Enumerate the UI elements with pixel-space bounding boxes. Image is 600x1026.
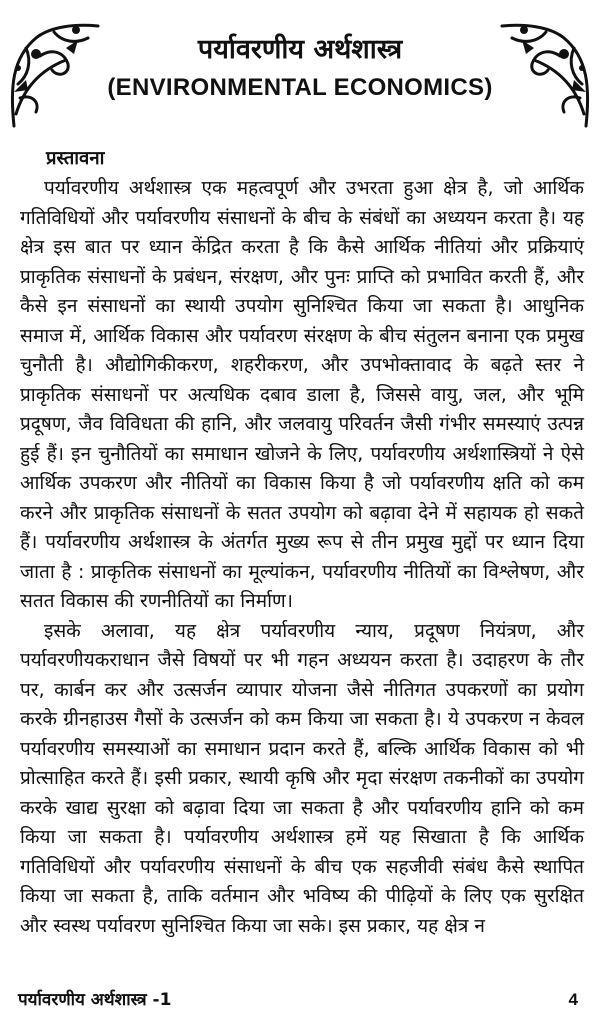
chapter-title: पर्यावरणीय अर्थशास्त्र xyxy=(197,34,403,65)
section-heading: प्रस्तावना xyxy=(46,148,105,169)
paragraph-2: इसके अलावा, यह क्षेत्र पर्यावरणीय न्याय, प्रदूषण नियंत्रण, और पर्यावरणीयकराधान जैसे विषयों पर भी गहन अध्ययन करता है। उदाहरण के तौर पर, कार्बन कर और उत्सर्जन व्यापार योजना जैसे नीतिगत उपकरणों का प्रयोग करके ग्रीनहाउस गैसों के उत्सर्जन को कम किया जा सकता है। ये उपकरण न केवल पर्यावरणीय समस्याओं का समाधान प्रदान करते हैं, बल्कि आर्थिक विकास को भी प्रोत्साहित करते हैं। इसी प्रकार, स्थायी कृषि और मृदा संरक्षण तकनीकों का उपयोग करके खाद्य सुरक्षा को बढ़ावा दिया जा सकता है और पर्यावरणीय हानि को कम किया जा सकता है। पर्यावरणीय अर्थशास्त्र हमें यह सिखाता है कि आर्थिक गतिविधियों और पर्यावरणीय संसाधनों के बीच एक सहजीवी संबंध कैसे स्थापित किया जा सकता है, ताकि वर्तमान और भविष्य की पीढ़ियों के लिए एक सुरक्षित और स्वस्थ पर्यावरण सुनिश्चित किया जा सके। इस प्रकार, यह क्षेत्र न xyxy=(20,619,584,937)
paragraph-1: पर्यावरणीय अर्थशास्त्र एक महत्वपूर्ण और उभरता हुआ क्षेत्र है, जो आर्थिक गतिविधियों और पर्यावरणीय संसाधनों के बीच के संबंधों का अध्ययन करता है। यह क्षेत्र इस बात पर ध्यान केंद्रित करता है कि कैसे आर्थिक नीतियां और प्रक्रियाएं प्राकृतिक संसाधनों के प्रबंधन, संरक्षण, और पुनः प्राप्ति को प्रभावित करती हैं, और कैसे इन संसाधनों का स्थायी उपयोग सुनिश्चित किया जा सकता है। आधुनिक समाज में, आर्थिक विकास और पर्यावरण संरक्षण के बीच संतुलन बनाना एक प्रमुख चुनौती है। औद्योगिकीकरण, शहरीकरण, और उपभोक्तावाद के बढ़ते स्तर ने प्राकृतिक संसाधनों पर अत्यधिक दबाव डाला है, जिससे वायु, जल, और भूमि प्रदूषण, जैव विविधता की हानि, और जलवायु परिवर्तन जैसी गंभीर समस्याएं उत्पन्न हुई हैं। इन चुनौतियों का समाधान खोजने के लिए, पर्यावरणीय अर्थशास्त्रियों ने ऐसे आर्थिक उपकरण और नीतियों का विकास किया है जो पर्यावरणीय क्षति को कम करने और प्राकृतिक संसाधनों के सतत उपयोग को बढ़ावा देने में सहायक हो सकते हैं। पर्यावरणीय अर्थशास्त्र के अंतर्गत मुख्य रूप से तीन प्रमुख मुद्दों पर ध्यान दिया जाता है : प्राकृतिक संसाधनों का मूल्यांकन, पर्यावरणीय नीतियों का विश्लेषण, और सतत विकास की रणनीतियों का निर्माण। xyxy=(20,177,584,612)
footer-running-title: पर्यावरणीय अर्थशास्त्र -1 xyxy=(18,990,172,1010)
chapter-subtitle: (ENVIRONMENTAL ECONOMICS) xyxy=(107,74,493,101)
chapter-body xyxy=(20,144,584,941)
page-number: 4 xyxy=(568,990,578,1009)
